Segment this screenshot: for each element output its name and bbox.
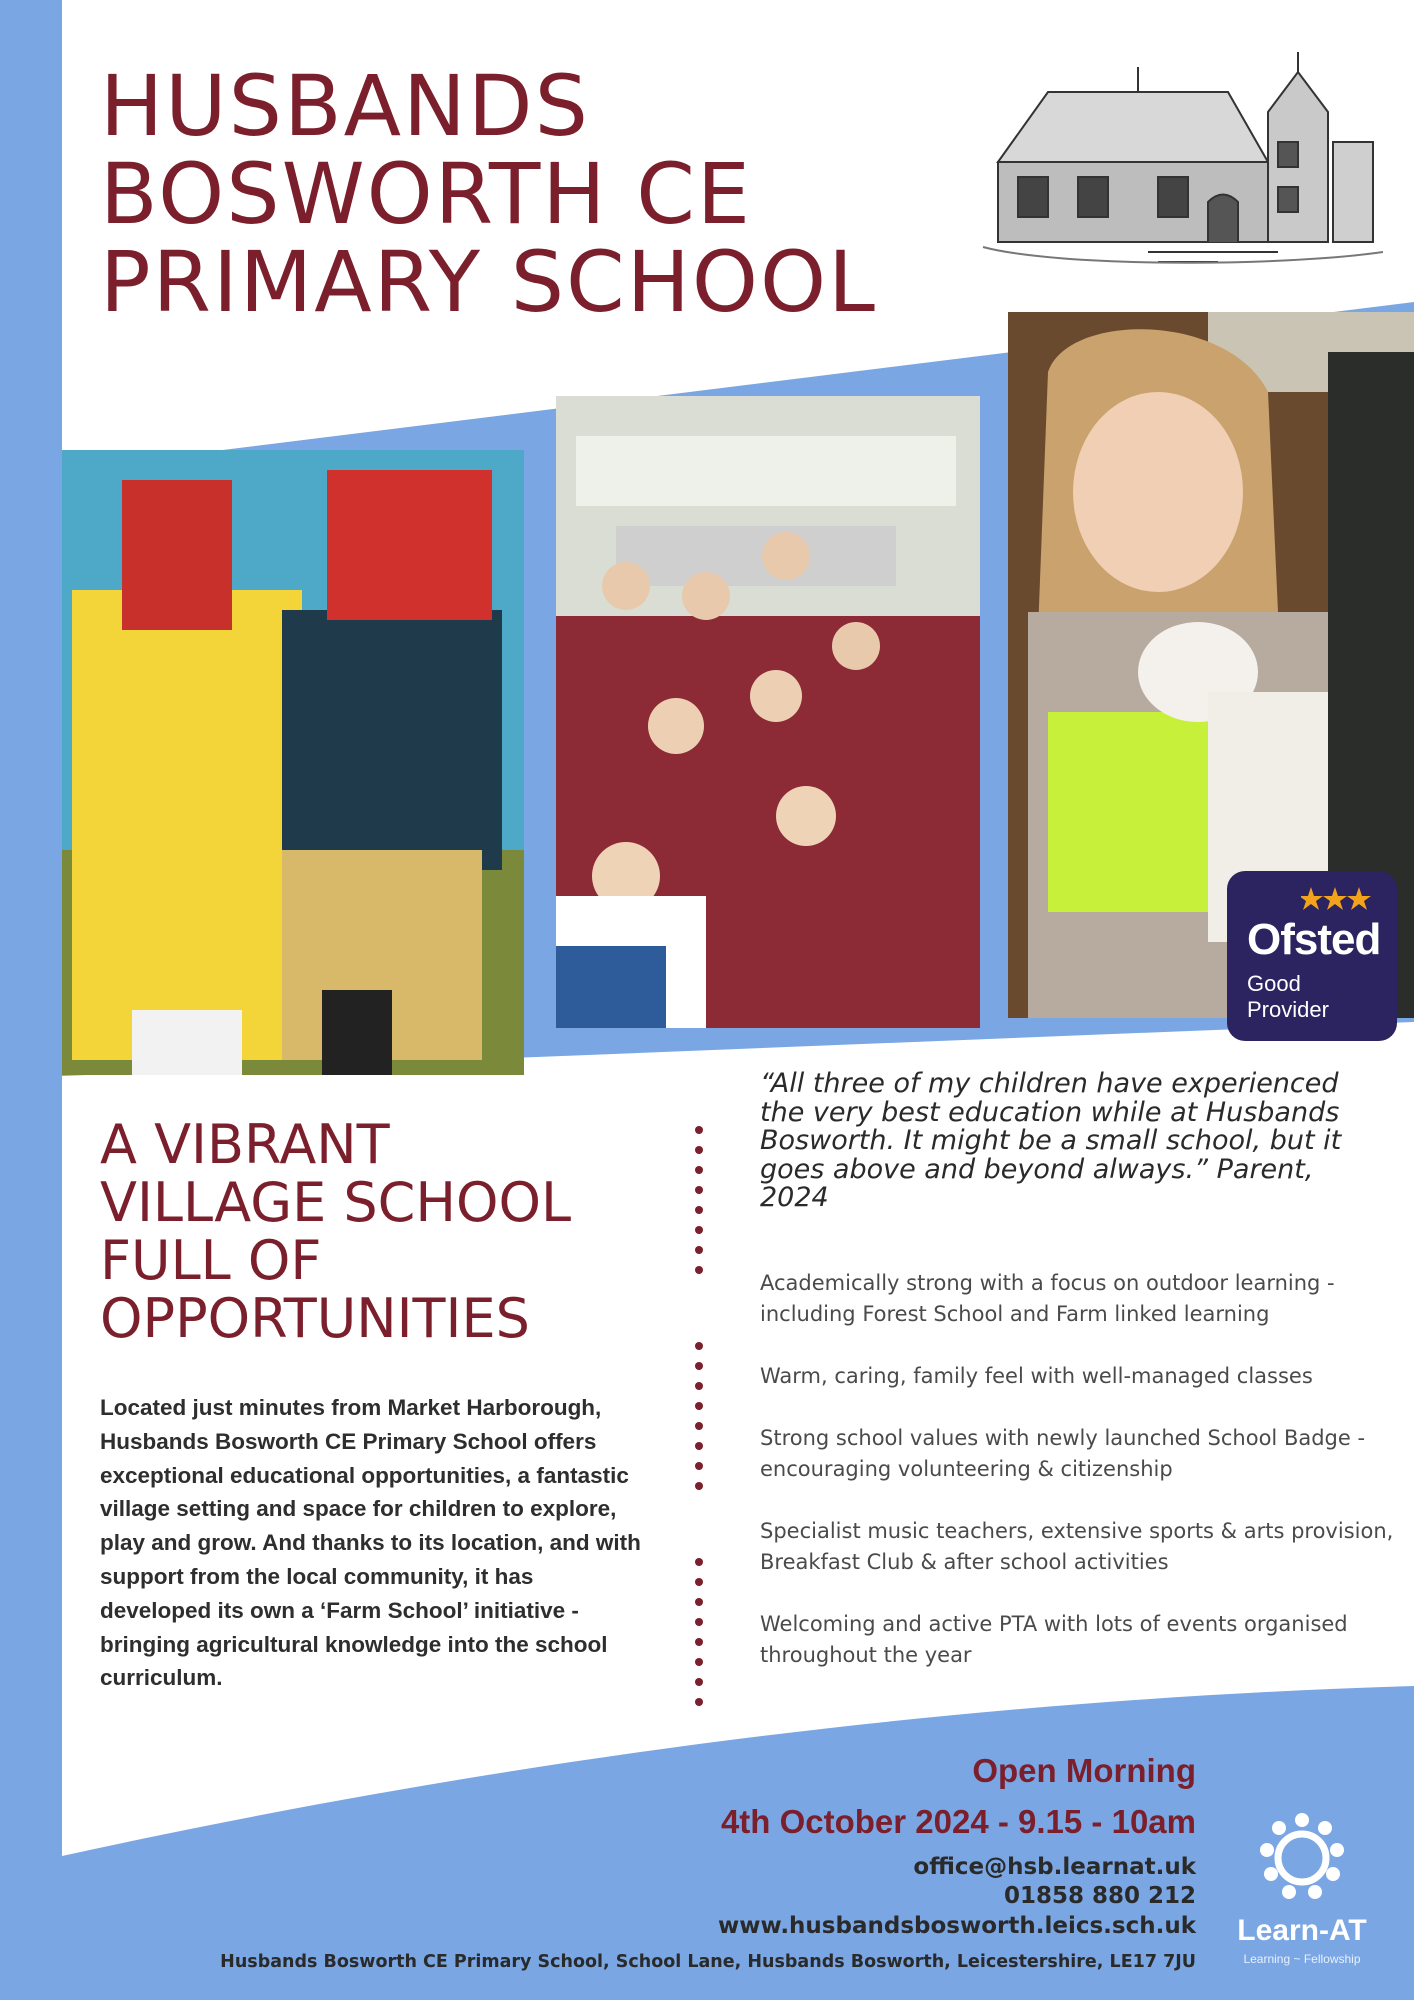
list-item: Welcoming and active PTA with lots of events organised throughout the year [760,1612,1348,1667]
heading-line: FULL OF [100,1229,322,1292]
trust-tagline: Learning ~ Fellowship [1243,1952,1361,1966]
list-item: Warm, caring, family feel with well-managed classes [760,1364,1313,1388]
class-thumbs-up-photo [556,396,980,1028]
school-building-sketch-icon [978,52,1384,282]
contact-website[interactable]: www.husbandsbosworth.leics.sch.uk [718,1913,1196,1939]
ofsted-brand: Ofsted [1247,915,1381,964]
heading-line: A VIBRANT [100,1113,390,1176]
list-item: Academically strong with a focus on outdoor learning - including Forest School and Farm linked learning [760,1271,1335,1326]
school-name-line: HUSBANDS [100,57,590,155]
intro-paragraph: Located just minutes from Market Harborough, Husbands Bosworth CE Primary School offers exceptional educational opportunities, a fantastic village setting and space for children to explore, play and grow. And thanks to its location, and with support from the local community, it has developed its own a ‘Farm School’ initiative - bringing agricultural knowledge into the school curriculum. [100,1395,641,1691]
children-reading-books-photo [62,450,524,1075]
dotted-divider [694,1124,704,1724]
contact-phone[interactable]: 01858 880 212 [1003,1883,1196,1909]
school-name-line: PRIMARY SCHOOL [100,233,877,331]
school-name-line: BOSWORTH CE [100,145,752,243]
heading-line: OPPORTUNITIES [100,1287,530,1350]
section-heading [100,1113,572,1350]
parent-quote: “All three of my children have experienced the very best education while at Husbands Bosworth. It might be a small school, but it goes above and beyond always.” Parent, 2024 [760,1068,1342,1213]
stars-icon [1301,885,1377,915]
fellowship-ring-icon [1257,1812,1347,1912]
highlights-list [760,1268,1400,1702]
heading-line: VILLAGE SCHOOL [100,1171,572,1234]
learn-at-logo [1212,1812,1392,1972]
event-date: 4th October 2024 - 9.15 - 10am [720,1803,1196,1840]
event-title: Open Morning [972,1752,1196,1789]
list-item: Strong school values with newly launched School Badge - encouraging volunteering & citizenship [760,1426,1366,1481]
ofsted-grade-line: Good [1247,971,1301,996]
school-address: Husbands Bosworth CE Primary School, School Lane, Husbands Bosworth, Leicestershire, LE17 7JU [220,1952,1196,1972]
ofsted-grade-line: Provider [1247,997,1329,1022]
ofsted-badge [1227,871,1397,1041]
list-item: Specialist music teachers, extensive sports & arts provision, Breakfast Club & after school activities [760,1519,1394,1574]
school-name [100,57,877,331]
trust-name: Learn-AT [1237,1914,1367,1947]
contact-email[interactable]: office@hsb.learnat.uk [913,1854,1196,1880]
